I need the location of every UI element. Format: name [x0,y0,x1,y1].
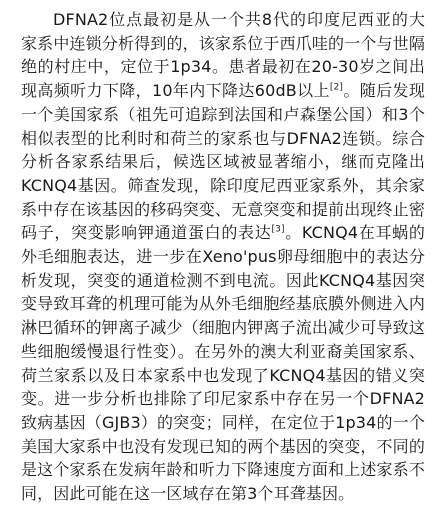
citation-ref-3: [3] [271,225,285,235]
citation-ref-2: [2] [329,82,344,93]
paragraph-text-part-3: 。KCNQ4在耳蜗的外毛细胞表达，进一步在Xeno'pus卵母细胞中的表达分析发现，突变的通道检测不到电流。因此KCNQ4基因突变导致耳聋的机理可能为从外毛细胞经基底膜外侧进入内淋巴循环的钾离子减少（细胞内钾离子流出减少可导致这些细胞缓慢退行性变）。在另外的澳大利亚裔美国家系、荷兰家系以及日本家系中也发现了KCNQ4基因的错义突变。进一步分析也排除了印尼家系中存在另一个DFNA2致病基因（GJB3）的突变；同样，在定位于1p34的一个美国大家系中也没有发现已知的两个基因的突变，不同的是这个家系在发病年龄和听力下降速度方面和上述家系不同，因此可能在这一区域存在第3个耳聋基因。 [21,223,425,504]
body-paragraph [21,8,425,506]
paragraph-text-part-2: 。随后发现一个美国家系（祖先可追踪到法国和卢森堡公国）和3个相似表型的比利时和荷兰的家系也与DFNA2连锁。综合分析各家系结果后，候选区域被显著缩小，继而克隆出KCNQ4基因。筛查发现，除印度尼西亚家系外，其余家系中存在该基因的移码突变、无意突变和提前出现终止密码子，突变影响钾通道蛋白的表达 [21,81,425,243]
paragraph-text-part-1: DFNA2位点最初是从一个共8代的印度尼西亚的大家系中连锁分析得到的，该家系位于西爪哇的一个与世隔绝的村庄中，定位于1p34。患者最初在20-30岁之间出现高频听力下降，10年内下降达60dB以上 [21,10,425,101]
